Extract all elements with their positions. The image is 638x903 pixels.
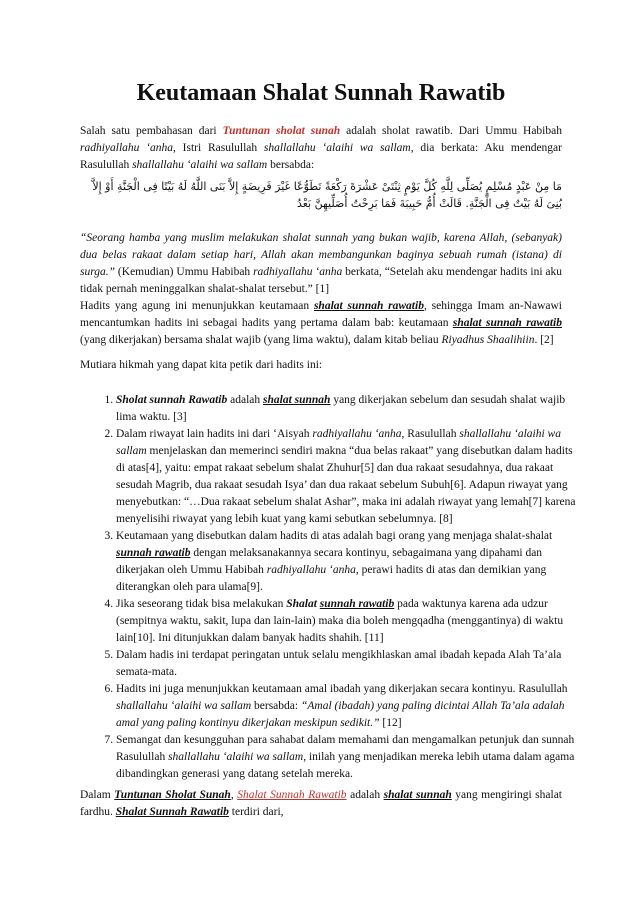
text: yang dikerjakan sebelum dan sesudah shalat wajib lima waktu. [3] bbox=[116, 394, 566, 423]
italic-text: radhiyallahu ‘anha bbox=[312, 428, 402, 440]
text: Keutamaan yang disebutkan dalam hadits di atas adalah bagi orang yang menjaga shalat-shalat bbox=[116, 530, 553, 542]
italic-text: shallallahu ‘alaihi wa sallam bbox=[168, 751, 304, 763]
bold-text: Sholat sunnah Rawatib bbox=[116, 394, 228, 406]
text: , dia berkata: Aku mendengar Rasulullah bbox=[80, 142, 562, 171]
text: , Istri Rasulullah bbox=[173, 142, 264, 154]
list-item bbox=[116, 681, 580, 732]
text: adalah sholat rawatib. Dari Ummu Habibah bbox=[340, 125, 562, 137]
list-item bbox=[116, 426, 580, 528]
arabic-hadith: مَا مِنْ عَبْدٍ مُسْلِمٍ يُصَلِّى لِلَّهِ كُلَّ يَوْمٍ ثِنْتَىْ عَشْرَةَ رَكْعَةً تَطَوُّعًا غَيْرَ فَرِيضَةٍ إِلاَّ بَنَى اللَّهُ لَهُ بَيْتًا فِى الْجَنَّةِ أَوْ إِلاَّ بُنِىَ لَهُ بَيْتٌ فِى الْجَنَّةِ. قَالَتْ أُمُّ حَبِيبَةَ فَمَا بَرِحْتُ أُصَلِّيهِنَّ بَعْدُ bbox=[92, 180, 562, 210]
closing-paragraph bbox=[80, 787, 562, 821]
text: Hadits yang agung ini menunjukkan keutamaan bbox=[80, 300, 314, 312]
translation-paragraph bbox=[80, 230, 562, 349]
text: adalah bbox=[346, 789, 384, 801]
shalat-sunnah-link[interactable]: shalat sunnah bbox=[383, 789, 452, 801]
italic-text: shallallahu ‘alaihi wa sallam bbox=[263, 142, 411, 154]
italic-quote: “Amal (ibadah) yang paling dicintai Allah Ta’ala adalah amal yang paling kontinyu dikerjakan meskipun sedikit.” bbox=[116, 700, 565, 729]
text: [12] bbox=[379, 717, 402, 729]
text: bersabda: bbox=[267, 159, 315, 171]
text: , bbox=[230, 789, 238, 801]
shalat-sunnah-rawatib-link[interactable]: shalat sunnah rawatib bbox=[313, 300, 424, 312]
intro-paragraph bbox=[80, 123, 562, 174]
text: (yang dikerjakan) bersama shalat wajib (yang lima waktu), dalam kitab beliau bbox=[80, 334, 442, 346]
text: terdiri dari, bbox=[228, 806, 284, 818]
book-title: Riyadhus Shaalihiin bbox=[441, 334, 535, 346]
shalat-sunnah-rawatib-link[interactable]: Shalat Sunnah Rawatib bbox=[237, 789, 347, 801]
list-item bbox=[116, 732, 580, 783]
text: dengan melaksanakannya secara kontinyu, sebagaimana yang dipahami dan dikerjakan oleh Ummu Habibah bbox=[116, 547, 543, 576]
text: Jika seseorang tidak bisa melakukan bbox=[116, 598, 287, 610]
text: Semangat dan kesungguhan para sahabat dalam memahami dan mengamalkan petunjuk dan sunnah Rasulullah bbox=[116, 734, 575, 763]
bold-text: Shalat bbox=[286, 598, 320, 610]
list-item bbox=[116, 647, 580, 681]
text: bersabda: bbox=[251, 700, 301, 712]
text: Hadits ini juga menunjukkan keutamaan amal ibadah yang dikerjakan secara kontinyu. Rasulullah bbox=[116, 683, 568, 695]
shalat-sunnah-rawatib-link[interactable]: shalat sunnah rawatib bbox=[452, 317, 562, 329]
text: berkata, “Setelah aku mendengar hadits ini aku tidak pernah meninggalkan shalat-shalat tersebut.” [1] bbox=[80, 266, 563, 295]
italic-text: shallallahu ‘alaihi wa sallam bbox=[132, 159, 268, 171]
mutiara-heading: Mutiara hikmah yang dapat kita petik dari hadits ini: bbox=[80, 359, 323, 371]
text: adalah bbox=[227, 394, 263, 406]
list-item bbox=[116, 392, 580, 426]
list-item bbox=[116, 596, 580, 647]
text: , perawi hadits di atas dan demikian yang diterangkan oleh para ulama[9]. bbox=[116, 564, 547, 593]
text: , sehingga Imam an-Nawawi mencantumkan hadits ini sebagai hadits yang pertama dalam bab: keutamaan bbox=[80, 300, 562, 329]
tuntunan-sholat-sunah-link[interactable]: Tuntunan sholat sunah bbox=[222, 125, 341, 137]
italic-text: radhiyallahu ‘anha bbox=[80, 142, 174, 154]
italic-text: shallallahu ‘alaihi wa sallam bbox=[116, 428, 561, 457]
text: , inilah yang menjadikan mereka lebih utama dalam agama dibandingkan generasi yang datang setelah mereka. bbox=[116, 751, 575, 780]
hadith-translation: “Seorang hamba yang muslim melakukan shalat sunnah yang bukan wajib, karena Allah, (sebanyak) dua belas rakaat dalam setiap hari, Allah akan membangunkan baginya sebuah rumah (istana) di surga.” bbox=[80, 232, 562, 278]
italic-text: radhiyallahu ‘anha bbox=[266, 564, 356, 576]
text: menjelaskan dan memerinci sendiri makna “dua belas rakaat” yang disebutkan dalam hadits di atas[4], yaitu: empat rakaat sebelum shalat Zhuhur[5] dan dua rakaat sesudahnya, dua rakaat sesudah Magrib, dua rakaat sesudah Isya’ dan dua rakaat sebelum Subuh[6]. Adapun riwayat yang menyebutkan: “…Dua rakaat sebelum shalat Ashar”, maka ini adalah riwayat yang lemah[7] karena menyelisihi riwayat yang lebih kuat yang kami sebutkan sebelumnya. [8] bbox=[116, 445, 576, 525]
italic-text: shallallahu ‘alaihi wa sallam bbox=[116, 700, 252, 712]
shalat-sunnah-link[interactable]: shalat sunnah bbox=[263, 394, 331, 406]
text: Dalam hadis ini terdapat peringatan untuk selalu mengikhlaskan amal ibadah kepada Alah Ta’ala semata-mata. bbox=[116, 649, 562, 678]
text: , Rasulullah bbox=[401, 428, 460, 440]
page-title: Keutamaan Shalat Sunnah Rawatib bbox=[136, 80, 506, 106]
sunnah-rawatib-link[interactable]: sunnah rawatib bbox=[319, 598, 395, 610]
shalat-sunnah-rawatib-link[interactable]: Shalat Sunnah Rawatib bbox=[115, 806, 229, 818]
list-item bbox=[116, 528, 580, 596]
text: . [2] bbox=[534, 334, 554, 346]
wisdom-list bbox=[98, 392, 580, 783]
italic-text: radhiyallahu ‘anha bbox=[253, 266, 343, 278]
text: Salah satu pembahasan dari bbox=[80, 125, 223, 137]
text: Dalam bbox=[80, 789, 115, 801]
tuntunan-sholat-sunah-link[interactable]: Tuntunan Sholat Sunah bbox=[114, 789, 231, 801]
text: (Kemudian) Ummu Habibah bbox=[115, 266, 254, 278]
text: Dalam riwayat lain hadits ini dari ‘Aisyah bbox=[116, 428, 313, 440]
text: yang mengiringi shalat fardhu. bbox=[80, 789, 563, 818]
text: pada waktunya karena ada udzur (sempitnya waktu, sakit, lupa dan lain-lain) maka dia boleh mengqadha (menggantinya) di waktu lain[10]. Ini ditunjukkan dalam banyak hadits shahih. [11] bbox=[116, 598, 564, 644]
sunnah-rawatib-link[interactable]: sunnah rawatib bbox=[116, 547, 191, 559]
